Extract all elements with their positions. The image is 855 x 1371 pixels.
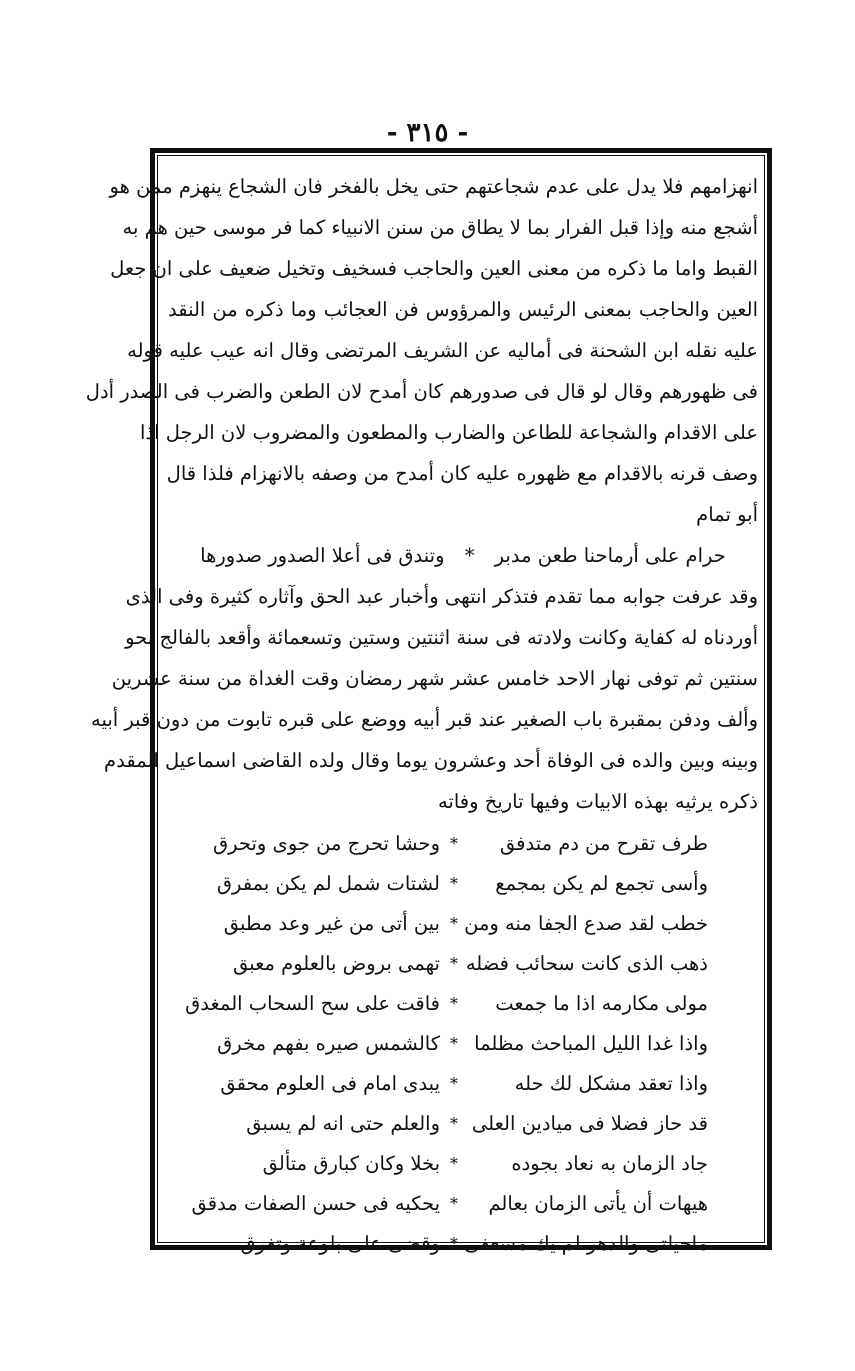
quoted-verse-second: وتندق فى أعلا الصدور صدورها [200,544,445,567]
verse-second-hemistich: فاقت على سح السحاب المغدق [185,992,440,1015]
verse-line [168,864,758,904]
verse-separator: * [450,994,458,1013]
prose-line: عليه نقله ابن الشحنة فى أماليه عن الشريف المرتضى وقال انه عيب عليه قوله [127,339,758,362]
verse-line [168,1184,758,1224]
verse-separator: * [464,544,475,567]
verse-line [168,984,758,1024]
quoted-verse-first: حرام على أرماحنا طعن مدبر [494,544,726,567]
verse-line [168,1144,758,1184]
prose-line: العين والحاجب بمعنى الرئيس والمرؤوس فن العجائب وما ذكره من النقد [168,298,758,321]
prose-line: القبط واما ما ذكره من معنى العين والحاجب فسخيف وتخيل ضعيف على ان جعل [110,257,758,280]
verse-separator: * [450,874,458,893]
verse-second-hemistich: وقضى على بلوعة وتفرق [240,1232,440,1255]
verse-first-hemistich: خطب لقد صدع الجفا منه ومن [464,912,708,935]
verse-first-hemistich: واذا غدا الليل المباحث مظلما [474,1032,708,1055]
verse-line [168,824,758,864]
page-number: - ٣١٥ - [386,118,469,148]
verse-separator: * [450,834,458,853]
verse-separator: * [450,1034,458,1053]
verse-first-hemistich: وأسى تجمع لم يكن بمجمع [495,872,708,895]
verse-second-hemistich: بين أتى من غير وعد مطبق [223,912,440,935]
prose-line: أبو تمام [696,503,758,526]
verse-first-hemistich: هيهات أن يأتى الزمان بعالم [488,1192,708,1215]
verse-first-hemistich: ذهب الذى كانت سحائب فضله [465,952,708,975]
verse-first-hemistich: قد حاز فضلا فى ميادين العلى [471,1112,708,1135]
verse-second-hemistich: بخلا وكان كبارق متألق [262,1152,440,1175]
elegy-poem [168,824,758,1264]
verse-second-hemistich: يبدى امام فى العلوم محقق [220,1072,440,1095]
prose-line: سنتين ثم توفى نهار الاحد خامس عشر شهر رمضان وقت الغداة من سنة عشرين [111,667,758,690]
verse-line [168,1104,758,1144]
verse-separator: * [450,914,458,933]
body-text [85,166,758,1264]
quoted-verse [168,535,758,576]
verse-separator: * [450,1114,458,1133]
verse-second-hemistich: يحكيه فى حسن الصفات مدقق [191,1192,440,1215]
prose-line: وقد عرفت جوابه مما تقدم فتذكر انتهى وأخبار عبد الحق وآثاره كثيرة وفى الذى [125,585,758,608]
prose-line: على الاقدام والشجاعة للطاعن والضارب والمطعون والمضروب لان الرجل اذا [140,421,758,444]
verse-line [168,904,758,944]
verse-first-hemistich: جاد الزمان به نعاد بجوده [511,1152,708,1175]
verse-second-hemistich: لشتات شمل لم يكن بمفرق [216,872,440,895]
verse-separator: * [450,1154,458,1173]
verse-line [168,1224,758,1264]
verse-second-hemistich: كالشمس صيره بفهم مخرق [217,1032,440,1055]
prose-line: وبينه وبين والده فى الوفاة أحد وعشرون يوما وقال ولده القاضى اسماعيل المقدم [104,749,758,772]
verse-separator: * [450,1074,458,1093]
verse-first-hemistich: طرف تقرح من دم متدفق [499,832,708,855]
prose-line: أوردناه له كفاية وكانت ولادته فى سنة اثنتين وستين وتسعمائة وأقعد بالفالج نحو [125,626,758,649]
prose-line: وصف قرنه بالاقدام مع ظهوره عليه كان أمدح من وصفه بالانهزام فلذا قال [166,462,758,485]
verse-first-hemistich: ماحيلتى والدهر لم يك مسعفى [464,1232,708,1255]
verse-line [168,1024,758,1064]
prose-line: وألف ودفن بمقبرة باب الصغير عند قبر أبيه ووضع على قبره تابوت من دون قبر أبيه [91,708,758,731]
verse-separator: * [450,954,458,973]
verse-first-hemistich: واذا تعقد مشكل لك حله [514,1072,708,1095]
prose-line: انهزامهم فلا يدل على عدم شجاعتهم حتى يخل بالفخر فان الشجاع ينهزم ممن هو [109,175,758,198]
prose-line: فى ظهورهم وقال لو قال فى صدورهم كان أمدح لان الطعن والضرب فى الصدر أدل [85,380,758,403]
verse-separator: * [450,1194,458,1213]
verse-second-hemistich: والعلم حتى انه لم يسبق [246,1112,440,1135]
prose-line: أشجع منه وإذا قبل الفرار بما لا يطاق من سنن الانبياء كما فر موسى حين هم به [122,216,758,239]
prose-line: ذكره يرثيه بهذه الابيات وفيها تاريخ وفاته [437,790,758,813]
verse-line [168,1064,758,1104]
verse-first-hemistich: مولى مكارمه اذا ما جمعت [495,992,708,1015]
verse-separator: * [450,1234,458,1253]
verse-second-hemistich: تهمى بروض بالعلوم معبق [232,952,440,975]
verse-line [168,944,758,984]
verse-second-hemistich: وحشا تحرج من جوى وتحرق [213,832,440,855]
